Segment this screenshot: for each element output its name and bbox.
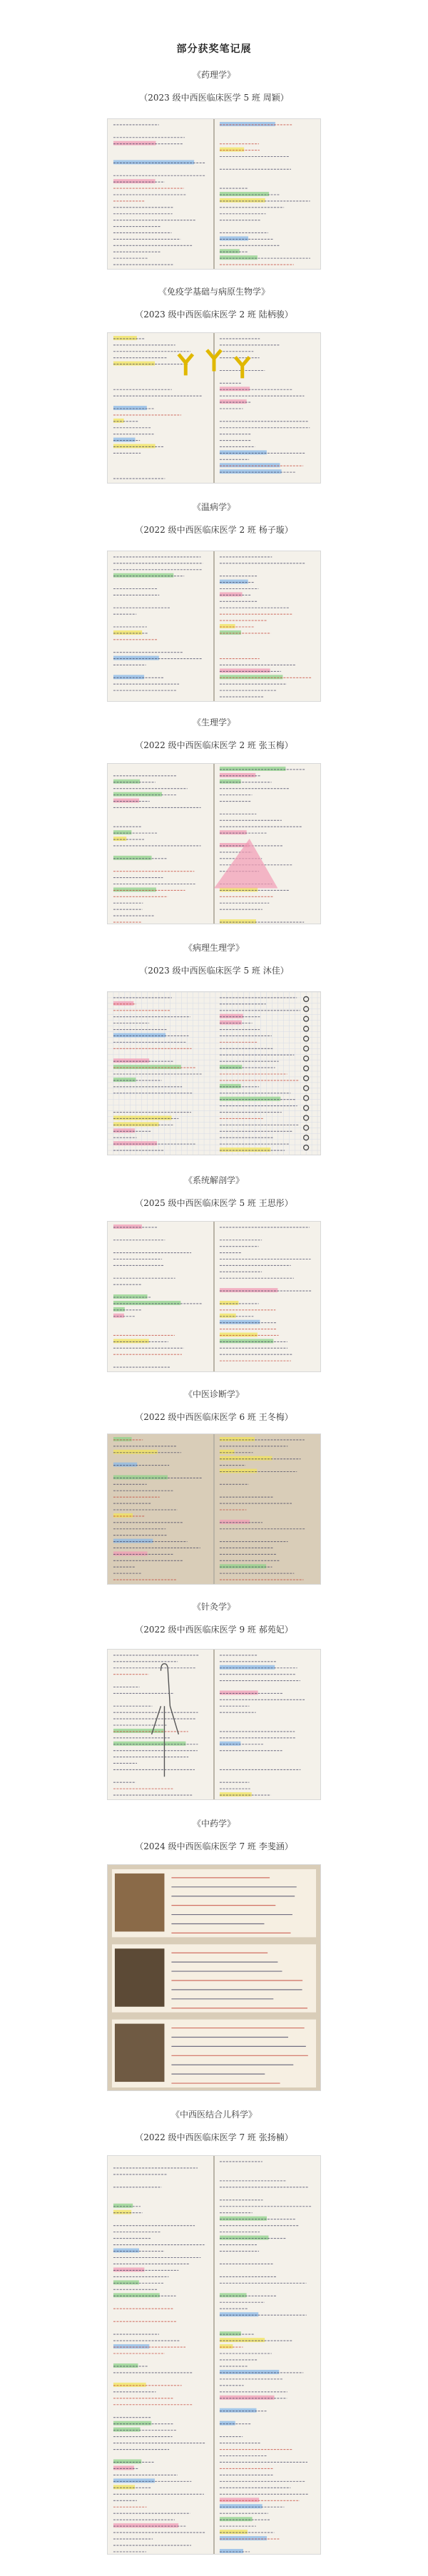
note-photo (107, 991, 321, 1155)
author-caption: （2023 级中西医临床医学 5 班 沐佳） (139, 966, 289, 976)
note-photo (107, 1649, 321, 1800)
course-title: 《免疫学基础与病原生物学》 (158, 287, 270, 297)
author-caption: （2022 级中西医临床医学 2 班 杨子璇） (135, 525, 293, 535)
course-title: 《系统解剖学》 (183, 1175, 244, 1185)
note-section (0, 1600, 428, 1636)
note-section (0, 501, 428, 536)
course-title: 《中医诊断学》 (183, 1389, 244, 1399)
note-section (0, 68, 428, 104)
note-section (0, 1817, 428, 1853)
author-caption: （2025 级中西医临床医学 5 班 王思彤） (135, 1198, 293, 1208)
note-section (0, 2108, 428, 2144)
course-title: 《药理学》 (192, 70, 235, 80)
note-photo (107, 1864, 321, 2091)
note-section (0, 285, 428, 321)
page-title: 部分获奖笔记展 (176, 44, 252, 55)
note-photo (107, 332, 321, 484)
note-section (0, 1388, 428, 1424)
course-title: 《温病学》 (192, 502, 235, 512)
author-caption: （2022 级中西医临床医学 7 班 张扬楠） (135, 2132, 293, 2142)
author-caption: （2023 级中西医临床医学 5 班 周颖） (139, 93, 289, 103)
course-title: 《生理学》 (192, 717, 235, 727)
immunology-notes-image (108, 333, 320, 483)
author-caption: （2024 级中西医临床医学 7 班 李斐涵） (135, 1841, 293, 1851)
note-section (0, 941, 428, 977)
author-caption: （2022 级中西医临床医学 2 班 张玉梅） (135, 740, 293, 750)
note-photo (107, 1433, 321, 1585)
note-photo (107, 551, 321, 702)
anatomy-notes-image (108, 1222, 320, 1371)
acupuncture-notes-image (108, 1650, 320, 1799)
note-photo (107, 2155, 321, 2555)
course-title: 《针灸学》 (192, 1602, 235, 1612)
author-caption: （2022 级中西医临床医学 6 班 王冬梅） (135, 1412, 293, 1422)
note-photo (107, 118, 321, 270)
note-photo (107, 763, 321, 924)
tcm-diagnostics-notes-image (108, 1434, 320, 1584)
course-title: 《中药学》 (192, 1819, 235, 1829)
author-caption: （2022 级中西医临床医学 9 班 郝苑妃） (135, 1625, 293, 1635)
note-section (0, 1174, 428, 1210)
pathophysiology-notebook-image (108, 992, 320, 1155)
febrile-disease-notes-image (108, 551, 320, 701)
course-title: 《病理生理学》 (183, 943, 244, 953)
herbal-medicine-notes-image (108, 1865, 320, 2090)
course-title: 《中西医结合儿科学》 (170, 2110, 257, 2120)
pharmacology-notes-image (108, 119, 320, 269)
physiology-notes-image (108, 764, 320, 924)
note-section (0, 716, 428, 752)
pediatrics-notes-image (108, 2156, 320, 2554)
author-caption: （2023 级中西医临床医学 2 班 陆柄骏） (135, 310, 293, 320)
note-photo (107, 1221, 321, 1372)
